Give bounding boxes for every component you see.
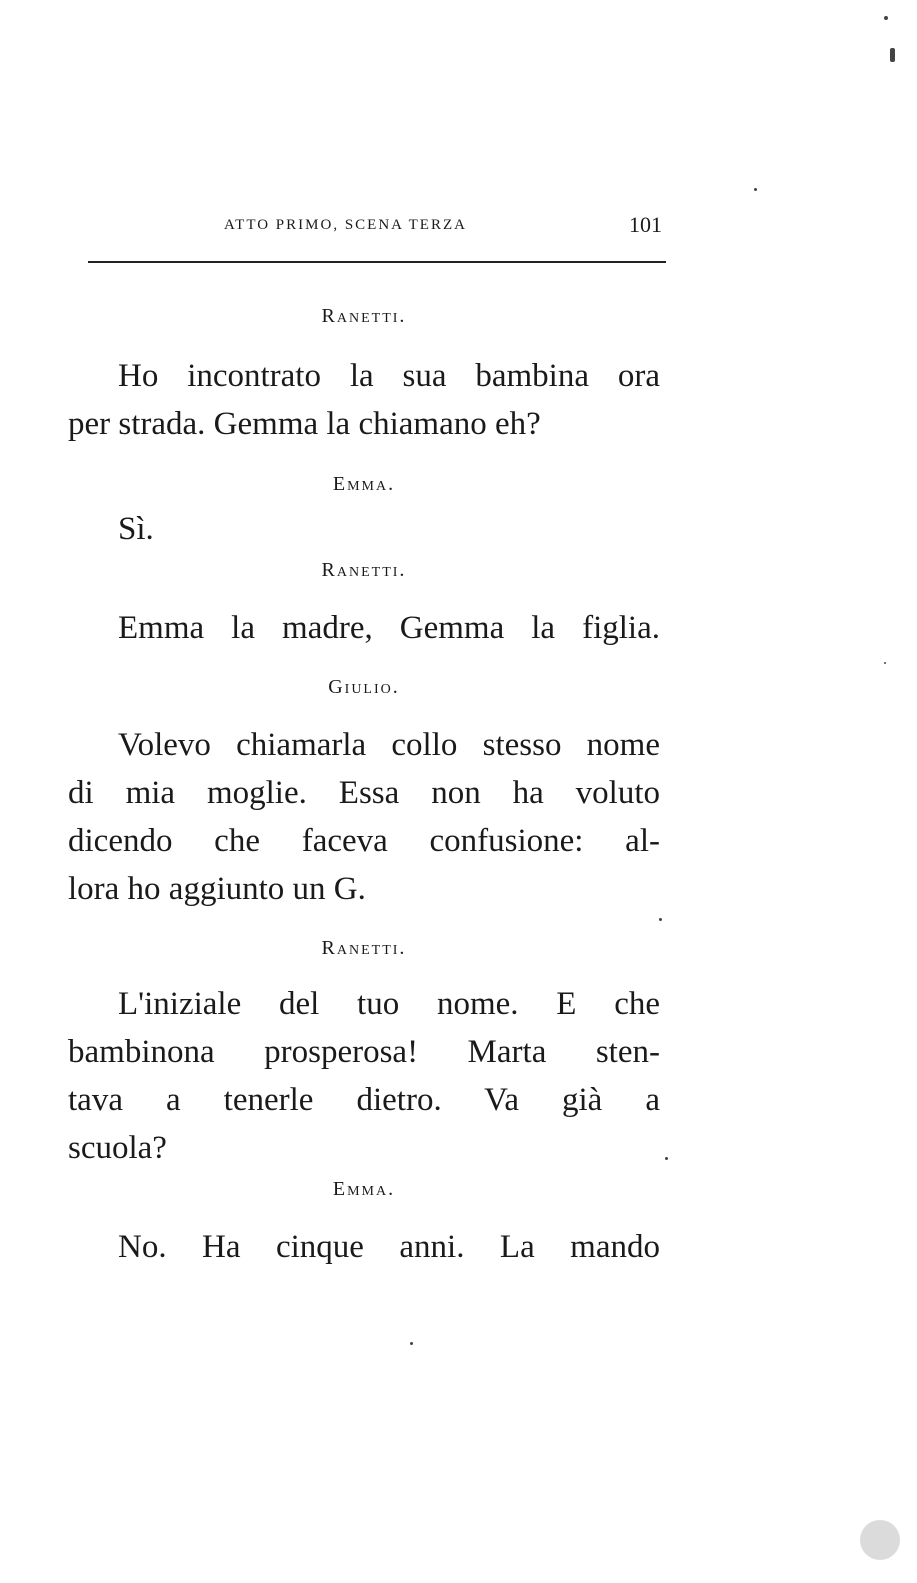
speaker-name: Emma.	[332, 473, 396, 495]
text-line: No. Ha cinque anni. La mando	[118, 1229, 660, 1265]
scan-speck	[665, 1157, 668, 1160]
text-line: di mia moglie. Essa non ha voluto	[68, 775, 660, 811]
dialogue-paragraph	[68, 721, 660, 913]
scan-speck	[410, 1342, 413, 1345]
scan-speck	[659, 918, 662, 921]
text-line: lora ho aggiunto un G.	[68, 871, 366, 907]
speaker-name: Ranetti.	[321, 559, 407, 581]
scan-speck	[890, 48, 895, 62]
header-rule	[88, 261, 666, 263]
page-number: 101	[629, 212, 662, 237]
running-head: ATTO PRIMO, SCENA TERZA	[224, 217, 467, 233]
speaker-name: Giulio.	[328, 676, 400, 698]
text-line: Sì.	[118, 511, 154, 547]
text-line: L'iniziale del tuo nome. E che	[118, 986, 660, 1022]
scan-speck	[754, 188, 757, 191]
text-line: Volevo chiamarla collo stesso nome	[118, 727, 660, 763]
scan-speck	[860, 1520, 900, 1560]
text-line: Ho incontrato la sua bambina ora	[118, 358, 660, 394]
speaker-name: Ranetti.	[321, 305, 407, 327]
text-line: per strada. Gemma la chiamano eh?	[68, 406, 541, 442]
text-line: bambinona prosperosa! Marta sten-	[68, 1034, 660, 1070]
dialogue-paragraph	[68, 352, 660, 448]
dialogue-paragraph	[68, 505, 660, 553]
text-line: Emma la madre, Gemma la figlia.	[118, 610, 660, 646]
dialogue-paragraph	[68, 1223, 660, 1271]
page-header	[88, 212, 666, 242]
text-line: scuola?	[68, 1130, 167, 1166]
speaker-name: Ranetti.	[321, 937, 407, 959]
text-line: dicendo che faceva confusione: al-	[68, 823, 660, 859]
dialogue-paragraph	[68, 980, 660, 1172]
text-line: tava a tenerle dietro. Va già a	[68, 1082, 660, 1118]
speaker-name: Emma.	[332, 1178, 396, 1200]
scan-speck	[884, 16, 888, 20]
dialogue-paragraph	[68, 604, 660, 652]
scan-speck	[884, 662, 886, 664]
